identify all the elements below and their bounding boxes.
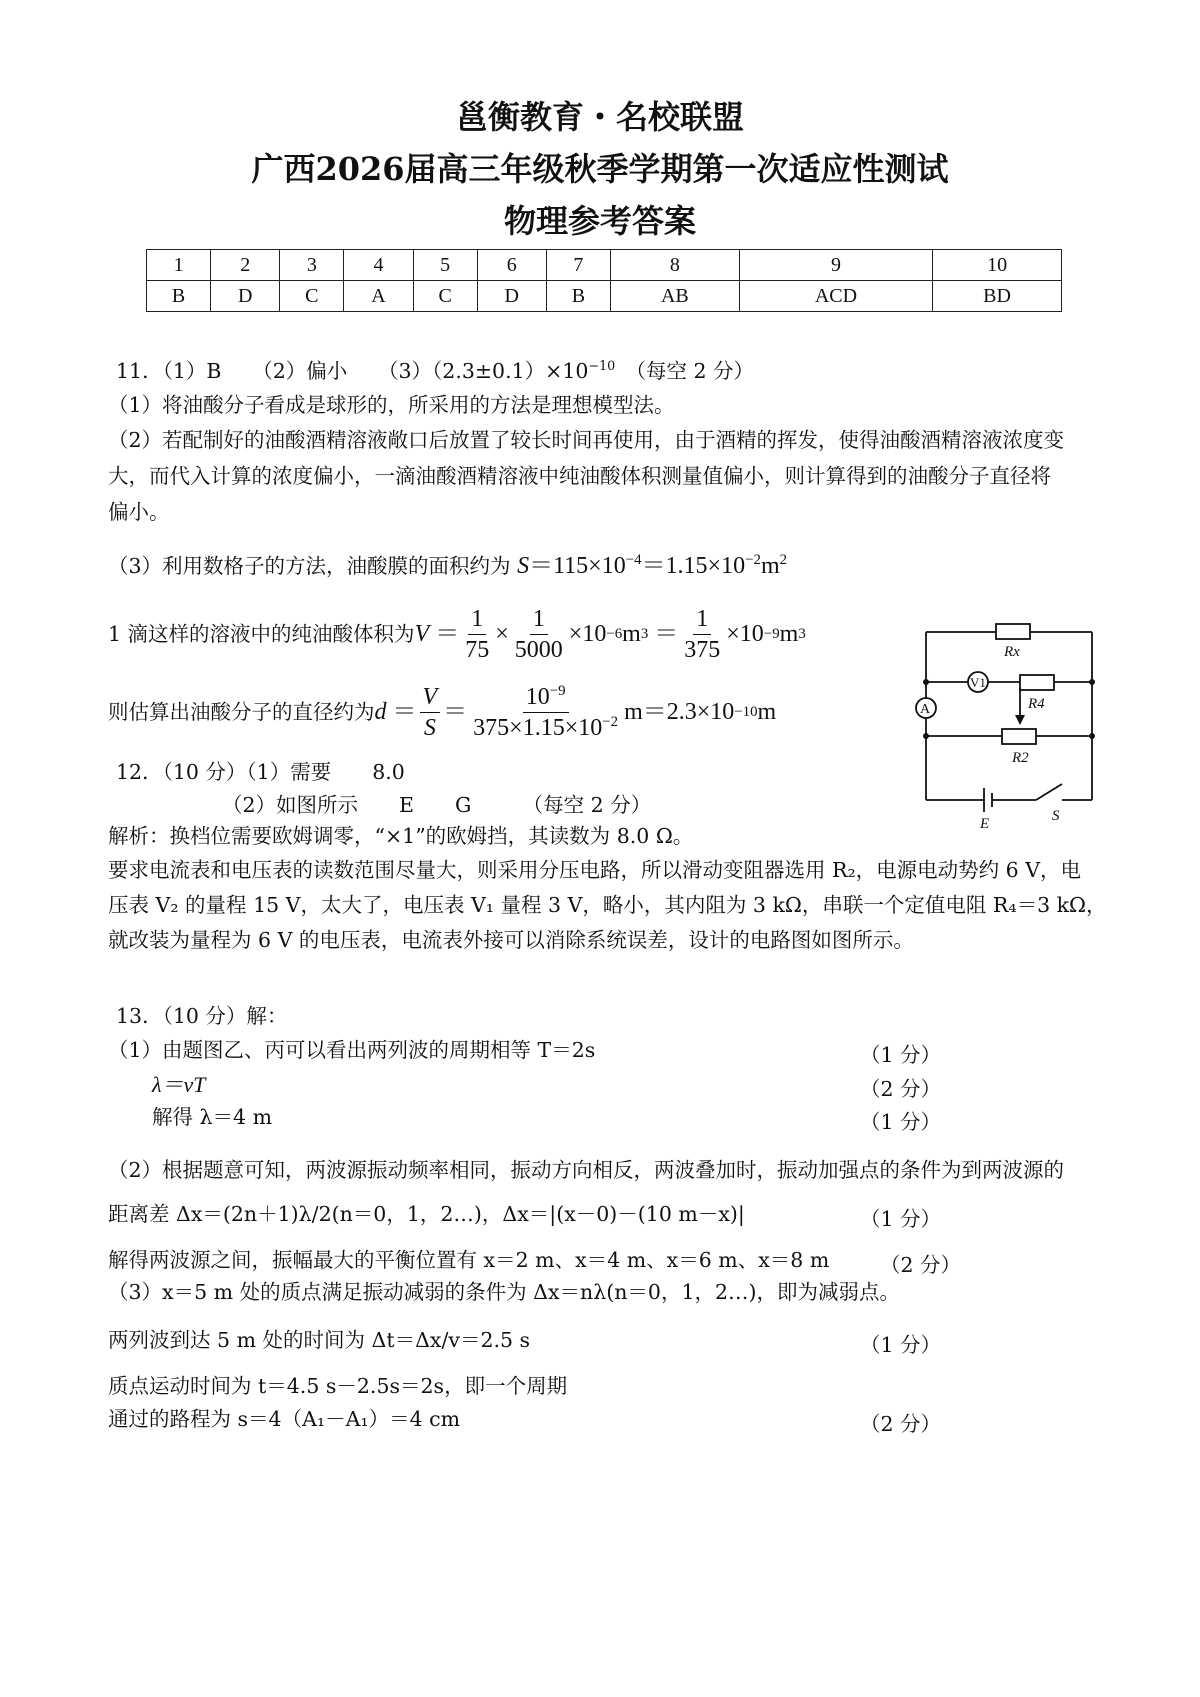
question-number-cell: 5 xyxy=(413,250,477,281)
subject-title: 物理参考答案 xyxy=(503,202,696,240)
q13-part3-c: 质点运动时间为 t＝4.5 s－2.5s＝2s，即一个周期 xyxy=(108,1374,568,1398)
q13-part2-c-score: （2 分） xyxy=(880,1253,962,1277)
q13-part2-a: （2）根据题意可知，两波源振动频率相同，振动方向相反，两波叠加时，振动加强点的条件为到两波源的 xyxy=(108,1158,1065,1182)
answer-cell: D xyxy=(211,281,280,312)
answer-cell: B xyxy=(546,281,610,312)
answer-cell: C xyxy=(280,281,344,312)
q13-heading: 13．（10 分）解： xyxy=(116,1004,288,1028)
label-r4: R4 xyxy=(1028,696,1045,712)
q13-part3-b: 两列波到达 5 m 处的时间为 Δt＝Δx/v＝2.5 s xyxy=(108,1328,531,1352)
label-e: E xyxy=(980,816,990,830)
q12-explain-1: 解析：换档位需要欧姆调零，“×1”的欧姆挡，其读数为 8.0 Ω。 xyxy=(108,824,694,848)
label-r2: R2 xyxy=(1012,750,1029,766)
q13-part2-b: 距离差 Δx＝(2n＋1)λ/2(n＝0，1，2…)，Δx＝|(x－0)－(10 m－x)| xyxy=(108,1202,745,1226)
q13-step-2: λ＝vT xyxy=(152,1072,206,1097)
label-s: S xyxy=(1052,808,1060,824)
answer-cell: B xyxy=(147,281,211,312)
answer-cell: BD xyxy=(933,281,1062,312)
q13-step-3-score: （1 分） xyxy=(860,1110,942,1134)
q12-answer-2: （2）如图所示 E G （每空 2 分） xyxy=(222,793,652,817)
q13-step-1: （1）由题图乙、丙可以看出两列波的周期相等 T＝2s xyxy=(108,1038,596,1062)
q13-part3-d: 通过的路程为 s＝4（A₁－A₁）＝4 cm xyxy=(108,1407,461,1431)
answer-table-answer-row xyxy=(147,281,1062,312)
q11-explain-1: （1）将油酸分子看成是球形的，所采用的方法是理想模型法。 xyxy=(108,393,675,417)
circuit-diagram xyxy=(912,620,1102,830)
answer-table-number-row xyxy=(147,250,1062,281)
question-number-cell: 6 xyxy=(477,250,546,281)
q11-explain-2b: 大，而代入计算的浓度偏小，一滴油酸酒精溶液中纯油酸体积测量值偏小，则计算得到的油酸分子直径将 xyxy=(108,464,1051,488)
q13-part3-a: （3）x＝5 m 处的质点满足振动减弱的条件为 Δx＝nλ(n＝0，1，2…)，即为减弱点。 xyxy=(108,1280,901,1304)
q13-part2-b-score: （1 分） xyxy=(860,1207,942,1231)
question-number-cell: 1 xyxy=(147,250,211,281)
q12-answer-1: 12．（10 分）（1）需要 8.0 xyxy=(116,760,405,784)
org-title: 邕衡教育・名校联盟 xyxy=(455,98,744,136)
exam-title: 广西2026届高三年级秋季学期第一次适应性测试 xyxy=(251,150,949,188)
q11-explain-2a: （2）若配制好的油酸酒精溶液敞口后放置了较长时间再使用，由于酒精的挥发，使得油酸酒精溶液浓度变 xyxy=(108,428,1065,452)
q12-explain-3: 压表 V₂ 的量程 15 V，太大了，电压表 V₁ 量程 3 V，略小，其内阻为 3 kΩ，串联一个定值电阻 R₄＝3 kΩ， xyxy=(108,893,1107,917)
q11-explain-2c: 偏小。 xyxy=(108,500,170,524)
question-number-cell: 7 xyxy=(546,250,610,281)
q13-part3-b-score: （1 分） xyxy=(860,1333,942,1357)
question-number-cell: 8 xyxy=(610,250,739,281)
q11-explain-5: 则估算出油酸分子的直径约为 d ＝ $\frac{V}{S}$ ＝ $\frac{10^{-9}}{375\times 1.15\times 10^{-2}}$ m＝2.3×10 −10 m xyxy=(108,683,777,741)
question-number-cell: 4 xyxy=(344,250,413,281)
answer-cell: AB xyxy=(610,281,739,312)
q11-answer-line: 11．（1）B （2）偏小 $(3)(2.3\pm 0.1)\times 10^{-10}$ （每空 2 分） xyxy=(116,358,755,383)
q11-explain-4: 1 滴这样的溶液中的纯油酸体积为 V ＝ $\frac{1}{75}$ × $\frac{1}{5000}$ ×10 −6 m 3 ＝ $\frac{1}{375}$ ×10 −9 m 3 xyxy=(108,606,806,663)
answer-table xyxy=(146,249,1062,312)
question-number-cell: 9 xyxy=(739,250,932,281)
label-rx: Rx xyxy=(1004,644,1020,660)
q11-diameter-formula: d ＝ $\frac{V}{S}$ ＝ $\frac{10^{-9}}{375\times 1.15\times 10^{-2}}$ m＝2.3×10 −10 m xyxy=(374,683,777,741)
q12-explain-4: 就改装为量程为 6 V 的电压表，电流表外接可以消除系统误差，设计的电路图如图所示。 xyxy=(108,928,914,952)
q12-explain-2: 要求电流表和电压表的读数范围尽量大，则采用分压电路，所以滑动变阻器选用 R₂，电源电动势约 6 V，电 xyxy=(108,858,1082,882)
q11-volume-formula: V ＝ $\frac{1}{75}$ × $\frac{1}{5000}$ ×10 −6 m 3 ＝ $\frac{1}{375}$ ×10 −9 m 3 xyxy=(414,606,806,663)
q11-area-formula: $S=115\times 10^{-4}=1.15\times 10^{-2}m^2$ xyxy=(517,552,788,579)
q11-explain-3: （3）利用数格子的方法，油酸膜的面积约为 $S=115\times 10^{-4}=1.15\times 10^{-2}m^2$ xyxy=(108,552,788,579)
q13-step-1-score: （1 分） xyxy=(860,1043,942,1067)
slider-arrow-icon xyxy=(1015,715,1025,725)
answer-cell: D xyxy=(477,281,546,312)
question-number-cell: 2 xyxy=(211,250,280,281)
q13-part2-c: 解得两波源之间，振幅最大的平衡位置有 x＝2 m、x＝4 m、x＝6 m、x＝8 m xyxy=(108,1248,830,1272)
q13-step-2-score: （2 分） xyxy=(860,1077,942,1101)
label-ammeter: A xyxy=(920,702,931,717)
label-v1: V1 xyxy=(970,675,986,690)
q13-step-3: 解得 λ＝4 m xyxy=(152,1105,273,1129)
answer-cell: ACD xyxy=(739,281,932,312)
q13-part3-d-score: （2 分） xyxy=(860,1412,942,1436)
question-number-cell: 3 xyxy=(280,250,344,281)
answer-cell: C xyxy=(413,281,477,312)
question-number-cell: 10 xyxy=(933,250,1062,281)
answer-cell: A xyxy=(344,281,413,312)
